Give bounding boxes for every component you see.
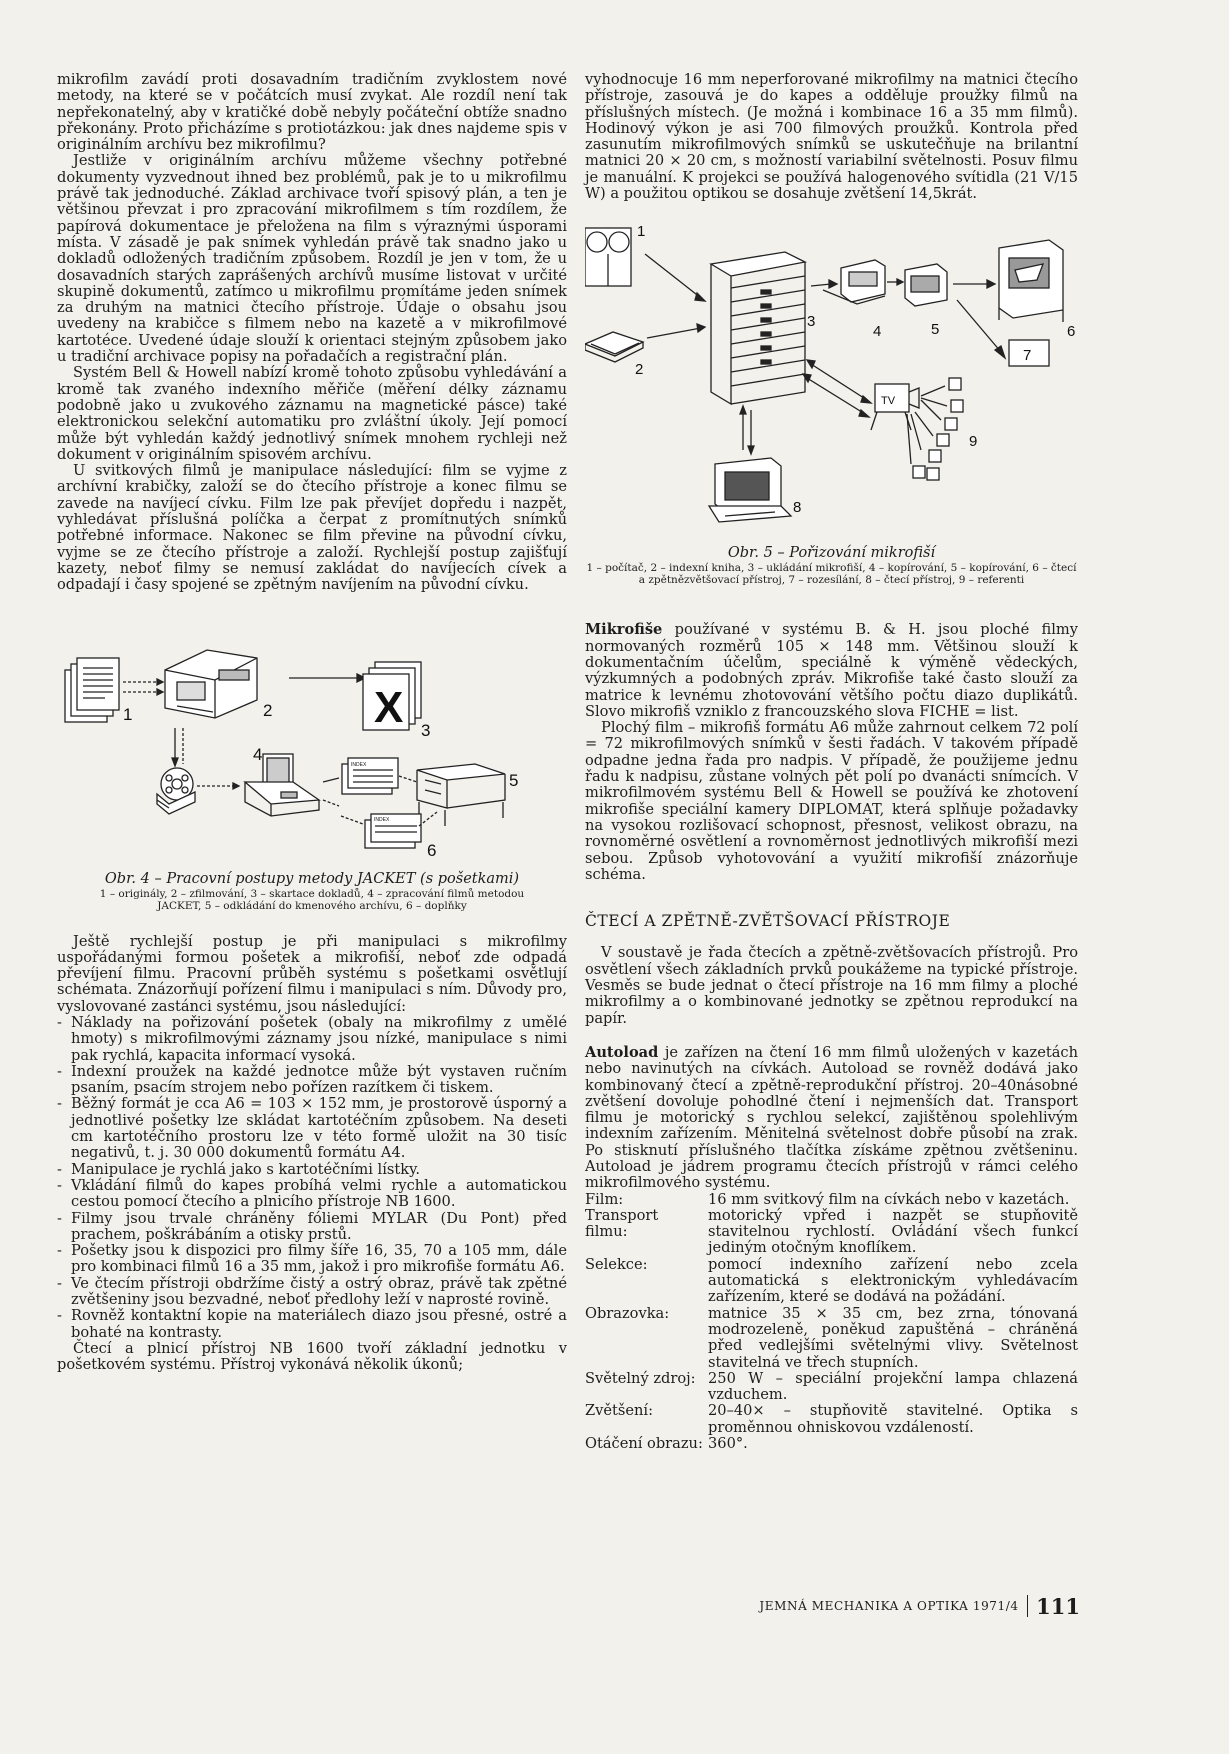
term-microfiche: Mikrofiše <box>585 621 663 639</box>
spec-key: Obrazovka: <box>585 1304 670 1322</box>
spec-key: Otáčení obrazu: <box>585 1435 703 1453</box>
list-item: - Manipulace je rychlá jako s kartotéčními lístky. <box>57 1162 567 1178</box>
index-book-icon <box>585 332 643 362</box>
referent-boxes <box>913 378 963 480</box>
figure-label: 3 <box>421 720 431 740</box>
section-heading: ČTECÍ A ZPĚTNĚ-ZVĚTŠOVACÍ PŘÍSTROJE <box>585 912 951 931</box>
list-item: - Ve čtecím přístroji obdržíme čistý a ostrý obraz, právě tak zpětné zvětšeniny jsou bezvadné, neboť předlohy leží v naprosté rovině. <box>57 1276 567 1309</box>
figure-label: 9 <box>969 433 978 451</box>
figure-5-diagram <box>585 224 1078 536</box>
spec-key: Světelný zdroj: <box>585 1369 696 1387</box>
figure-5-caption <box>585 544 1078 586</box>
figure-label: 2 <box>263 700 273 720</box>
tv-icon <box>871 384 919 430</box>
spec-table <box>585 1192 1078 1453</box>
spec-value: 360°. <box>708 1435 748 1453</box>
page-footer <box>755 1593 1080 1619</box>
list-item: - Běžný formát je cca A6 = 103 × 152 mm, je prostorově úsporný a jednotlivé pošetky lze skládat kartotéčním způsobem. Na deseti cm kartotéčního prostoru lze v této formě uložit na 30 tisíc negativů, t. j. 30 000 dokumentů formátu A4. <box>57 1096 567 1161</box>
figure-4 <box>57 630 567 868</box>
figure-label: 6 <box>427 840 437 860</box>
filming-machine-icon <box>165 650 257 718</box>
term-autoload: Autoload <box>585 1043 659 1061</box>
right-column <box>585 72 1078 1452</box>
copier-small-icon <box>905 264 947 306</box>
spec-key: Selekce: <box>585 1255 648 1273</box>
figure-5-legend: 1 – počítač, 2 – indexní kniha, 3 – ukládání mikrofiší, 4 – kopírování, 5 – kopírování, 6 – čtecí a zpětnězvětšovací přístroj, 7 – rozesílání, 8 – čtecí přístroj, 9 – referenti <box>586 562 1077 587</box>
paragraph: Plochý film – mikrofiš formátu A6 může zahrnout celkem 72 polí = 72 mikrofilmových snímků v šesti řadách. V takovém případě odpadne jedna řada pro nadpis. V případě, že použijeme jednu řadu k nadpisu, zůstane volných pět polí po dvanácti snímcích. V mikrofilmovém systému Bell & Howell se používá ke zhotovení mikrofiše speciální kamery DIPLOMAT, která splňuje požadavky na vysokou rozlišovací schopnost, přesnost, velikost obrazu, na rovnoměrné osvětlení a rovnoměrnost jednotlivých mikrofiší mezi sebou. Způsob vyhotovování a využití mikrofiší znázorňuje schéma. <box>585 719 1078 883</box>
archive-cabinet-icon <box>417 764 505 826</box>
reader-terminal-icon <box>709 458 791 522</box>
figure-label: 5 <box>509 770 519 790</box>
reader-printer-icon <box>999 240 1063 322</box>
figure-label: 5 <box>931 321 940 339</box>
figure-4-diagram <box>57 630 567 868</box>
list-item: - Vkládání filmů do kapes probíhá velmi rychle a automatickou cestou pomocí čtecího a plnicího přístroje NB 1600. <box>57 1178 567 1211</box>
figure-5 <box>585 224 1078 536</box>
spec-value: matnice 35 × 35 cm, bez zrna, tónovaná modrozeleně, poněkud zapuštěná – chráněná před vedlejšími světelnými vlivy. Světelnost stavitelná ve třech stupních. <box>708 1304 1078 1371</box>
advantages-list <box>57 1015 567 1341</box>
figure-label: 1 <box>637 224 646 241</box>
spec-value: 16 mm svitkový film na cívkách nebo v kazetách. <box>708 1190 1070 1208</box>
paragraph: V soustavě je řada čtecích a zpětně-zvětšovacích přístrojů. Pro osvětlení všech základních prvků poukážeme na typické přístroje. Vesměs se bude jednat o čtecí přístroje na 16 mm filmy a ploché mikrofilmy a o kombinované jednotky se zpětnou reprodukcí na papír. <box>585 944 1078 1027</box>
index-label: INDEX <box>374 816 390 823</box>
computer-icon <box>585 228 631 286</box>
spec-key: Film: <box>585 1190 624 1208</box>
figure-5-title: Obr. 5 – Pořizování mikrofiší <box>727 545 936 562</box>
figure-label: 6 <box>1067 323 1076 341</box>
figure-label: 7 <box>1023 347 1032 365</box>
paragraph: Jestliže v originálním archívu můžeme všechny potřebné dokumenty vyzvednout ihned bez problémů, pak je to u mikrofilmu právě tak jednoduché. Základ archivace tvoří spisový plán, a ten je většinou převzat i pro zpracování mikrofilmem s tím rozdílem, že papírová dokumentace je přeložena na film s výraznými úsporami místa. V zásadě je pak snímek vyhledán právě tak snadno jako u dokladů odložených tradičním způsobem. Rozdíl je jen v tom, že u dosavadních starých zaprášených archívů musíme listovat v určité skupině dokumentů, zatímco u mikrofilmu promítáme jeden snímek za druhým na matnici čtecího přístroje. Údaje o obsahu jsou uvedeny na krabičce s filmem nebo na kazetě a v mikrofilmové kartotéce. Uvedené údaje slouží k orientaci stejným způsobem jako u tradiční archivace popisy na pořadačích a registrační plán. <box>57 152 567 366</box>
spec-value: pomocí indexního zařízení nebo zcela automatická s elektronickým vyhledávacím zařízením, které se dodává na požádání. <box>708 1255 1078 1306</box>
figure-label: 4 <box>873 323 882 341</box>
list-item: - Rovněž kontaktní kopie na materiálech diazo jsou přesné, ostré a bohaté na kontrasty. <box>57 1308 567 1341</box>
paragraph: Mikrofiše používané v systému B. & H. jsou ploché filmy normovaných rozměrů 105 × 148 mm. Většinou slouží k dokumentačním účelům, speciálně k výměně vědeckých, výzkumných a podobných zpráv. Mikrofiše také často slouží za matrice k levnému zhotovování většího počtu diazo duplikátů. Slovo mikrofiš vzniklo z francouzského slova FICHE = list. <box>585 621 1078 720</box>
footer-divider <box>1027 1595 1029 1617</box>
figure-label: 8 <box>793 499 802 517</box>
x-mark: X <box>374 682 404 732</box>
spec-key: Zvětšení: <box>585 1402 653 1420</box>
figure-4-title: Obr. 4 – Pracovní postupy metody JACKET (s pošetkami) <box>104 870 520 887</box>
index-label: INDEX <box>351 761 367 768</box>
page-number: 111 <box>1036 1593 1080 1619</box>
left-column <box>57 72 567 1374</box>
spec-value: 20–40× – stupňovitě stavitelné. Optika s proměnnou ohniskovou vzdáleností. <box>708 1402 1078 1436</box>
figure-label: 3 <box>807 313 816 331</box>
figure-4-legend: 1 – originály, 2 – zfilmování, 3 – skartace dokladů, 4 – zpracování filmů metodou JACKET, 5 – odkládání do kmenového archívu, 6 – doplňky <box>99 887 525 912</box>
paragraph: vyhodnocuje 16 mm neperforované mikrofilmy na matnici čtecího přístroje, zasouvá je do kapes a odděluje proužky filmů na příslušných místech. (Je možná i kombinace 16 a 35 mm filmů). Hodinový výkon je asi 700 filmových proužků. Kontrola před zasunutím mikrofilmových snímků se uskutečňuje na brilantní matnici 20 × 20 cm, s možností variabilní světelnosti. Posuv filmu je manuální. K projekci se používá halogenového svítidla (21 V/15 W) a použitou optikou se dosahuje zvětšení 14,5krát. <box>585 71 1078 203</box>
paragraph: mikrofilm zavádí proti dosavadním tradičním zvyklostem nové metody, na které se v počátcích musí zvykat. Ale rozdíl není tak nepřekonatelný, aby v kratičké době nebyly počáteční obtíže snadno překonány. Proto přicházíme s protiotázkou: jak dnes najdeme spis v originálním archívu bez mikrofilmu? <box>57 71 567 154</box>
figure-label: 4 <box>253 744 263 764</box>
figure-label: 2 <box>635 361 644 379</box>
paragraph: Systém Bell & Howell nabízí kromě tohoto způsobu vyhledávání a kromě tak zvaného indexního měřiče (měření délky záznamu podobně jako u zvukového záznamu na magnetické pásce) také elektronickou selekční automatiku pro zvláštní úkoly. Její pomocí může být vyhledán každý jednotlivý snímek mnohem rychleji než dokument v originálním spisovém archívu. <box>57 364 567 463</box>
paragraph: Autoload je zařízen na čtení 16 mm filmů uložených v kazetách nebo navinutých na cívkách. Autoload se rovněž dodává jako kombinovaný čtecí a zpětně-reprodukční přístroj. 20–40násobné zvětšení dovoluje pohodlné čtení i nejmenších dat. Transport filmu je motorický s rychlou selekcí, zajištěnou spolehlivým indexním zařízením. Měnitelná světelnost dobře působí na zrak. Po stisknutí příslušného tlačítka získáme zpětnou zvětšeninu. Autoload je jádrem programu čtecích přístrojů v rámci celého mikrofilmového systému. <box>585 1043 1078 1192</box>
figure-label: 1 <box>123 704 133 724</box>
list-item: - Pošetky jsou k dispozici pro filmy šíře 16, 35, 70 a 105 mm, dále pro kombinaci filmů 16 a 35 mm, jakož i pro mikrofiše formátu A6. <box>57 1243 567 1276</box>
list-item: - Indexní proužek na každé jednotce může být vystaven ručním psaním, psacím strojem nebo pořízen razítkem či tiskem. <box>57 1064 567 1097</box>
list-item: - Náklady na pořizování pošetek (obaly na mikrofilmy z umělé hmoty) s mikrofilmovými záznamy jsou nízké, manipulace s nimi pak rychlá, kapacita informací vysoká. <box>57 1015 567 1064</box>
paragraph: Čtecí a plnicí přístroj NB 1600 tvoří základní jednotku v pošetkovém systému. Přístroj vykonává několik úkonů; <box>57 1339 567 1374</box>
spec-value: motorický vpřed i nazpět se stupňovitě stavitelnou rychlostí. Ovládání všech funkcí jediným otočným knoflíkem. <box>708 1206 1078 1257</box>
film-reel-icon <box>157 768 195 814</box>
journal-name: JEMNÁ MECHANIKA A OPTIKA 1971/4 <box>759 1599 1019 1613</box>
spec-key: Transport filmu: <box>585 1206 659 1241</box>
originals-icon <box>65 658 119 722</box>
microfiche-cabinet-icon <box>711 252 805 404</box>
list-item: - Filmy jsou trvale chráněny fóliemi MYLAR (Du Pont) před prachem, poškrábáním a otisky prstů. <box>57 1211 567 1244</box>
paragraph: Ještě rychlejší postup je při manipulaci s mikrofilmy uspořádanými formou pošetek a mikrofiší, neboť zde odpadá převíjení filmu. Pracovní průběh systému s pošetkami osvětlují schémata. Znázorňují pořízení filmu i manipulaci s ním. Důvody pro, vyslovované zastánci systému, jsou následující: <box>57 932 567 1015</box>
figure-4-caption <box>57 870 567 912</box>
paragraph: U svitkových filmů je manipulace následující: film se vyjme z archívní krabičky, založí se do čtecího přístroje a konec filmu se zavede na navíjecí cívku. Film lze pak převíjet dopředu i nazpět, vyhledávat příslušná políčka a čerpat z promítnutých snímků potřebné informace. Nakonec se film převine na původní cívku, vyjme se ze čtecího přístroje a založí. Rychlejší postup zajišťují kazety, neboť filmy se nemusí zakládat do navíjecích cívek a odpadají i časy spojené se zpětným navíjením na původní cívku. <box>57 462 567 594</box>
spec-value: 250 W – speciální projekční lampa chlazená vzduchem. <box>708 1369 1078 1404</box>
tv-label: TV <box>881 395 896 408</box>
